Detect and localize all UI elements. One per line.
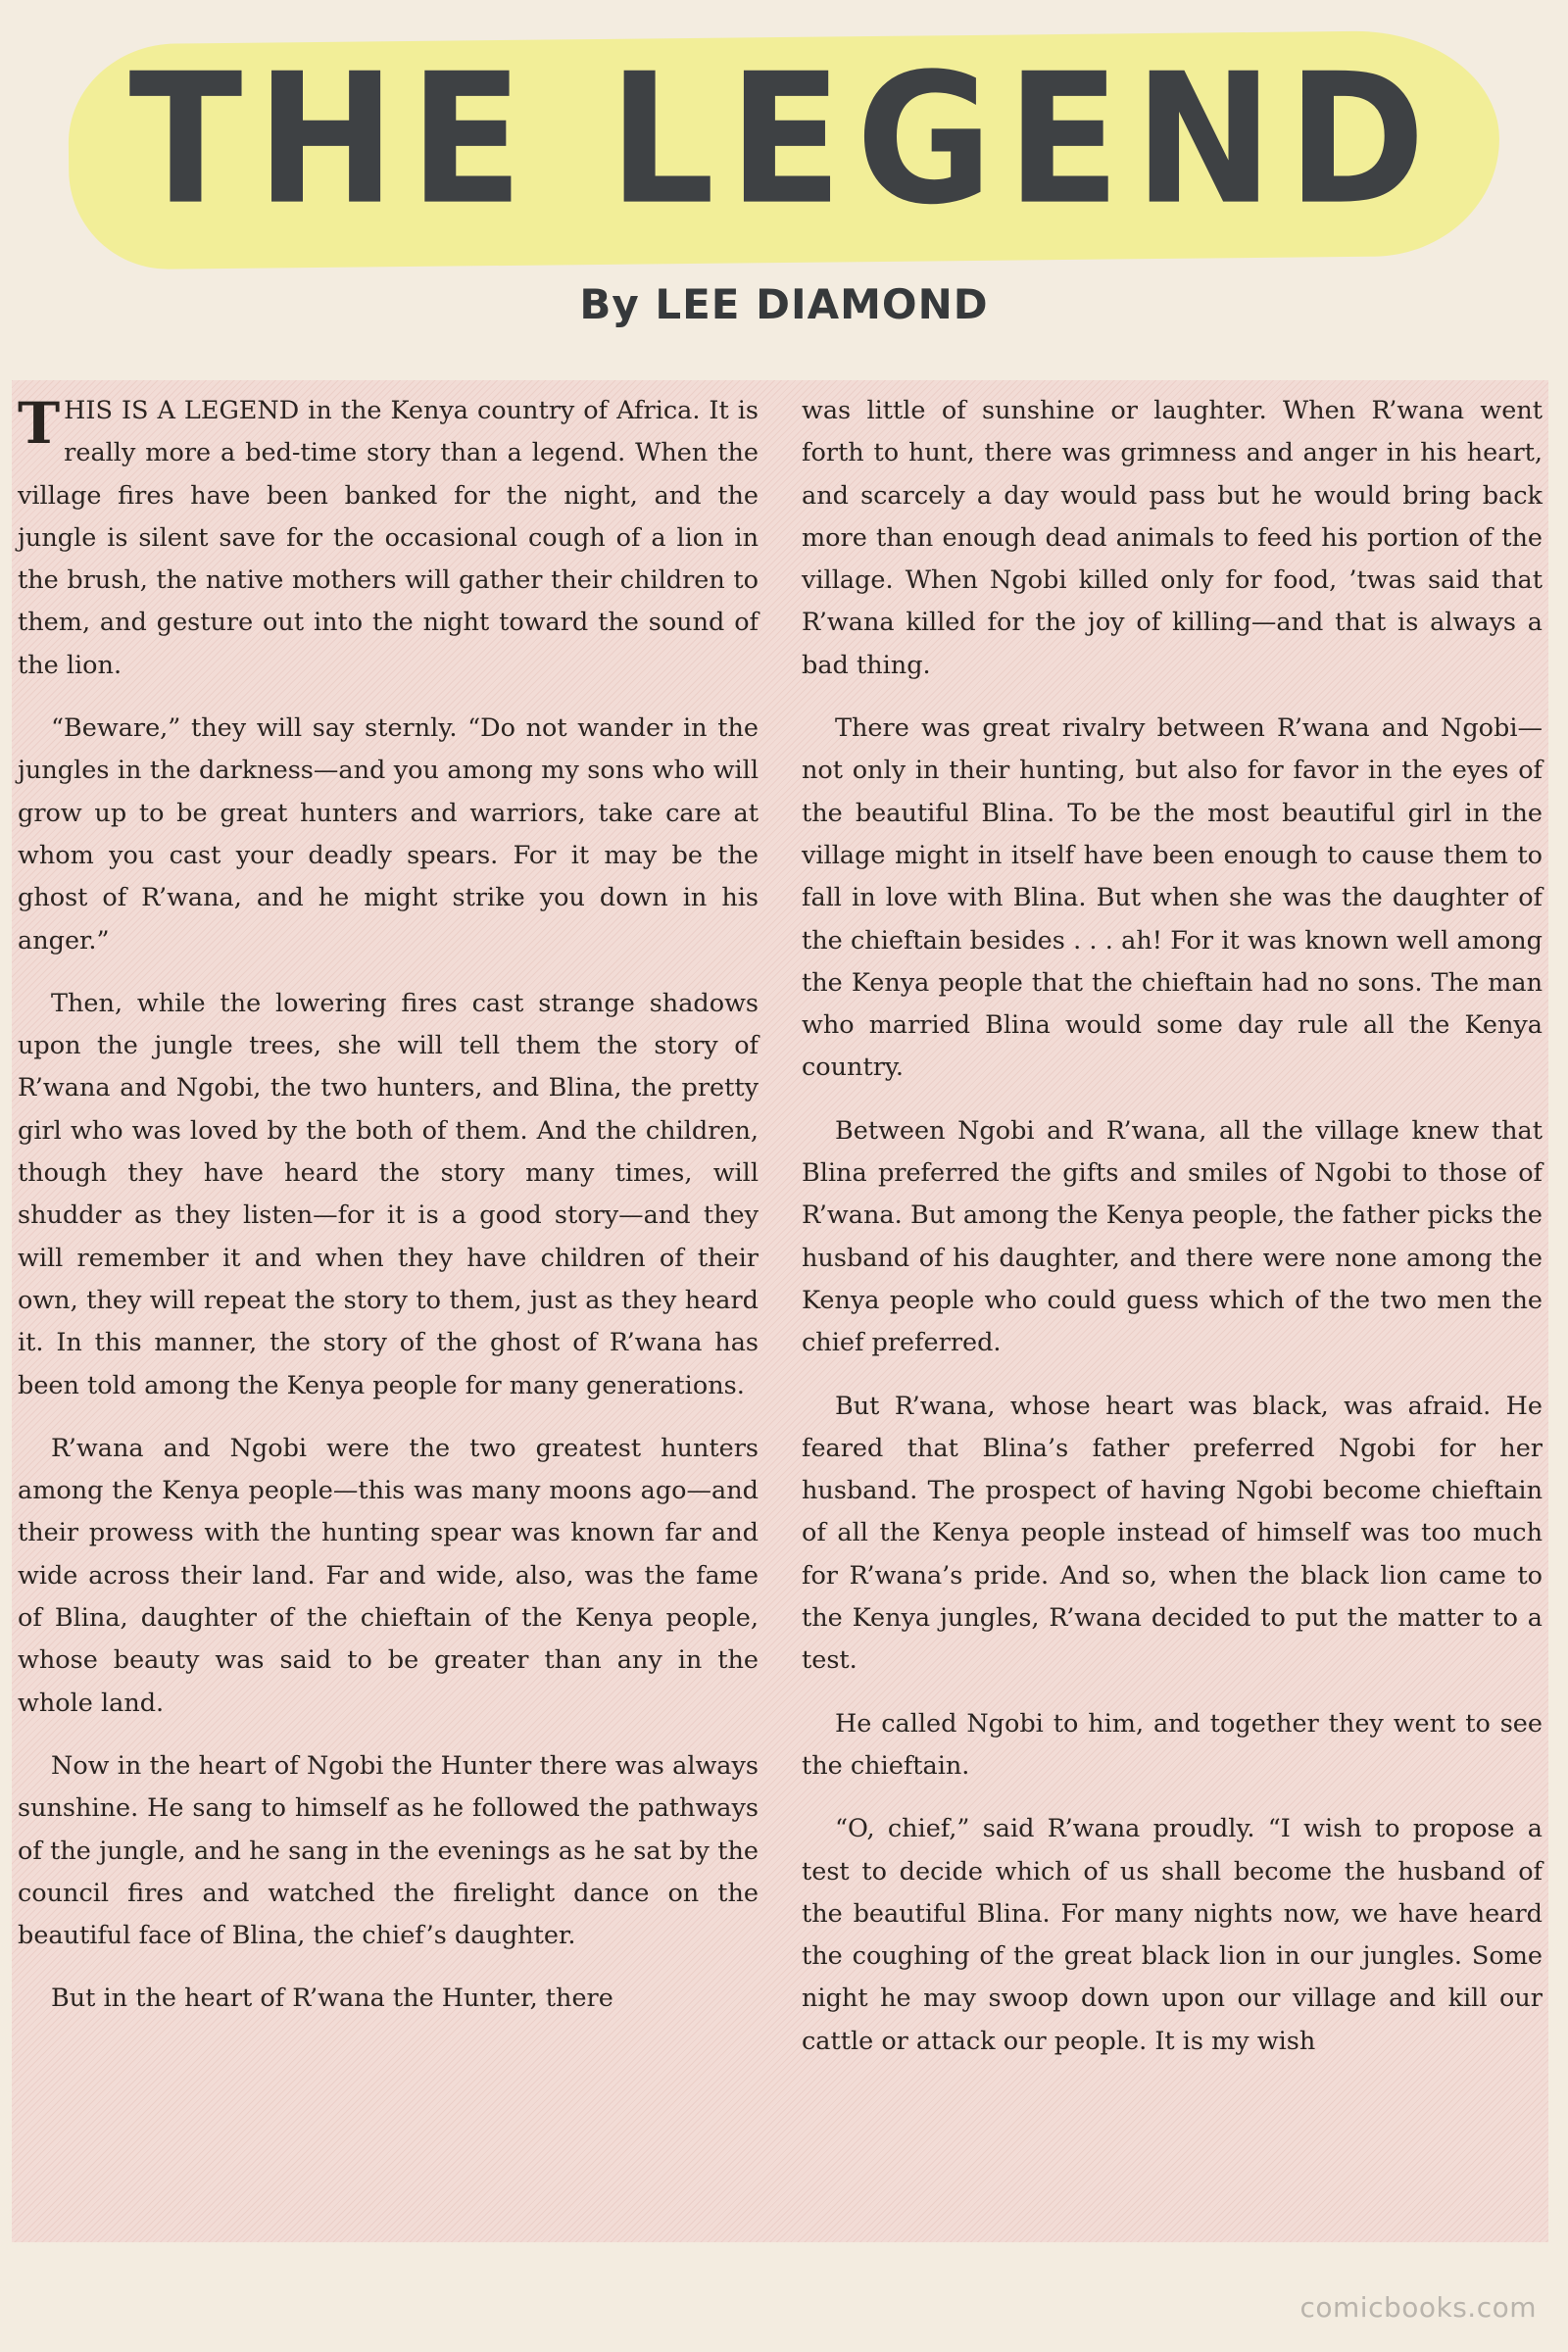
paragraph: There was great rivalry between R’wana and Ngobi—not only in their hunting, but also for favor in the eyes of the beautiful Blina. To be the most beautiful girl in the village might in itself have been enough to cause them to fall in love with Blina. But when she was the daughter of the chieftain besides . . . ah! For it was known well among the Kenya people that the chieftain had no sons. The man who married Blina would some day rule all the Kenya country. [802, 713, 1543, 1083]
right-text-column [802, 390, 1543, 2063]
paragraph: “Beware,” they will say sternly. “Do not wander in the jungles in the darkness—and you among my sons who will grow up to be great hunters and warriors, take care at whom you cast your deadly spears. For it may be the ghost of R’wana, and he might strike you down in his anger.” [18, 713, 759, 956]
paragraph: R’wana and Ngobi were the two greatest hunters among the Kenya people—this was many moons ago—and their prowess with the hunting spear was known far and wide across their land. Far and wide, also, was the fame of Blina, daughter of the chieftain of the Kenya people, whose beauty was said to be greater than any in the whole land. [18, 1433, 759, 1718]
paragraph: He called Ngobi to him, and together they went to see the chieftain. [802, 1708, 1543, 1781]
paragraph: Then, while the lowering fires cast strange shadows upon the jungle trees, she will tell them the story of R’wana and Ngobi, the two hunters, and Blina, the pretty girl who was loved by the both of them. And the children, though they have heard the story many times, will shudder as they listen—for it is a good story—and they will remember it and when they have children of their own, they will repeat the story to them, just as they heard it. In this manner, the story of the ghost of R’wana has been told among the Kenya people for many generations. [18, 988, 759, 1400]
paragraph: Now in the heart of Ngobi the Hunter there was always sunshine. He sang to himself as he followed the pathways of the jungle, and he sang in the evenings as he sat by the council fires and watched the firelight dance on the beautiful face of Blina, the chief’s daughter. [18, 1750, 759, 1951]
paragraph: was little of sunshine or laughter. When R’wana went forth to hunt, there was grimness and anger in his heart, and scarcely a day would pass but he would bring back more than enough dead animals to feed his portion of the village. When Ngobi killed only for food, ’twas said that R’wana killed for the joy of killing—and that is always a bad thing. [802, 396, 1543, 680]
paragraph: “O, chief,” said R’wana proudly. “I wish to propose a test to decide which of us shall become the husband of the beautiful Blina. For many nights now, we have heard the coughing of the great black lion in our jungles. Some night he may swoop down upon our village and kill our cattle or attack our people. It is my wish [802, 1814, 1543, 2056]
paragraph: Between Ngobi and R’wana, all the village knew that Blina preferred the gifts and smiles of Ngobi to those of R’wana. But among the Kenya people, the father picks the husband of his daughter, and there were none among the Kenya people who could guess which of the two men the chief preferred. [802, 1115, 1543, 1358]
story-title: THE LEGEND [128, 35, 1440, 245]
drop-cap: T [18, 390, 61, 457]
paragraph [18, 390, 759, 687]
author-byline: By LEE DIAMOND [579, 280, 989, 328]
site-watermark: comicbooks.com [1299, 2291, 1537, 2324]
paragraph: But in the heart of R’wana the Hunter, there [51, 1984, 613, 2014]
left-text-column [18, 390, 759, 2021]
paragraph: But R’wana, whose heart was black, was afraid. He feared that Blina’s father preferred Ngobi for her husband. The prospect of having Ngobi become chieftain of all the Kenya people instead of himself was too much for R’wana’s pride. And so, when the black lion came to the Kenya jungles, R’wana decided to put the matter to a test. [802, 1391, 1543, 1676]
paragraph-text: HIS IS A LEGEND in the Kenya country of Africa. It is really more a bed-time story than a legend. When the village fires have been banked for the night, and the jungle is silent save for the occasional cough of a lion in the brush, the native mothers will gather their children to them, and gesture out into the night toward the sound of the lion. [18, 396, 759, 680]
